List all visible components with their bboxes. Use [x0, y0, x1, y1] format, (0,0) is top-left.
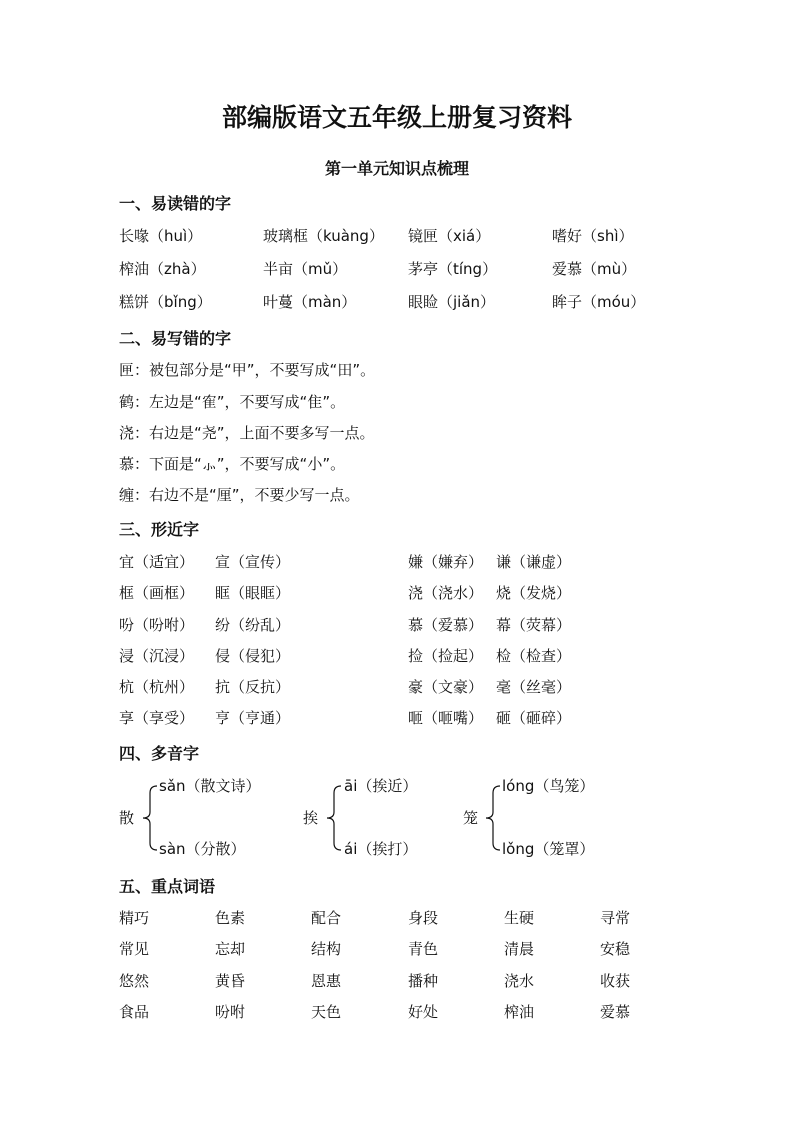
key-word: 天色 [311, 1003, 342, 1021]
note-line: 缠：右边不是“厘”，不要少写一点。 [119, 486, 360, 504]
similar-char: 宣（宣传） [215, 553, 291, 571]
similar-char: 享（享受） [119, 709, 195, 727]
page-subtitle: 第一单元知识点梳理 [324, 159, 469, 178]
similar-char: 吩（吩咐） [119, 616, 195, 634]
key-word: 播种 [408, 972, 439, 990]
key-word: 收获 [600, 972, 631, 990]
section-heading-5: 五、重点词语 [119, 877, 216, 896]
pronunciation-item: lǒng（笼罩） [502, 840, 595, 858]
brace-icon [326, 785, 342, 851]
word-item: 叶蔓（màn） [263, 293, 357, 311]
key-word: 身段 [408, 909, 439, 927]
pronunciation-item: sǎn（散文诗） [159, 777, 261, 795]
word-item: 爱慕（mù） [552, 260, 637, 278]
similar-char: 眶（眼眶） [215, 584, 291, 602]
key-word: 结构 [311, 940, 342, 958]
pronunciation-item: sàn（分散） [159, 840, 246, 858]
similar-char: 砸（砸碎） [496, 709, 572, 727]
word-item: 糕饼（bǐng） [119, 293, 212, 311]
note-line: 匣：被包部分是“甲”，不要写成“田”。 [119, 361, 376, 379]
polyphone-char: 散 [119, 809, 135, 827]
similar-char: 嫌（嫌弃） [408, 553, 484, 571]
key-word: 忘却 [215, 940, 246, 958]
key-word: 浇水 [504, 972, 535, 990]
note-line: 慕：下面是“⺗”，不要写成“小”。 [119, 455, 346, 473]
key-word: 精巧 [119, 909, 150, 927]
word-item: 眼睑（jiǎn） [408, 293, 496, 311]
key-word: 爱慕 [600, 1003, 631, 1021]
word-item: 榨油（zhà） [119, 260, 206, 278]
similar-char: 慕（爱慕） [408, 616, 484, 634]
key-word: 好处 [408, 1003, 439, 1021]
pronunciation-item: āi（挨近） [344, 777, 418, 795]
key-word: 配合 [311, 909, 342, 927]
note-line: 浇：右边是“尧”，上面不要多写一点。 [119, 424, 375, 442]
similar-char: 检（检查） [496, 647, 572, 665]
similar-char: 杭（杭州） [119, 678, 195, 696]
key-word: 色素 [215, 909, 246, 927]
word-item: 长喙（huì） [119, 227, 203, 245]
similar-char: 幕（荧幕） [496, 616, 572, 634]
similar-char: 框（画框） [119, 584, 195, 602]
word-item: 玻璃框（kuàng） [263, 227, 384, 245]
key-word: 青色 [408, 940, 439, 958]
polyphone-char: 挨 [303, 809, 319, 827]
similar-char: 浇（浇水） [408, 584, 484, 602]
brace-icon [142, 785, 158, 851]
similar-char: 抗（反抗） [215, 678, 291, 696]
similar-char: 捡（捡起） [408, 647, 484, 665]
brace-icon [485, 785, 501, 851]
key-word: 食品 [119, 1003, 150, 1021]
polyphone-char: 笼 [463, 809, 479, 827]
similar-char: 咂（咂嘴） [408, 709, 484, 727]
similar-char: 毫（丝毫） [496, 678, 572, 696]
key-word: 清晨 [504, 940, 535, 958]
word-item: 嗜好（shì） [552, 227, 634, 245]
key-word: 常见 [119, 940, 150, 958]
similar-char: 谦（谦虚） [496, 553, 572, 571]
pronunciation-item: ái（挨打） [344, 840, 418, 858]
similar-char: 纷（纷乱） [215, 616, 291, 634]
similar-char: 浸（沉浸） [119, 647, 195, 665]
page-title: 部编版语文五年级上册复习资料 [221, 103, 572, 132]
similar-char: 侵（侵犯） [215, 647, 291, 665]
key-word: 安稳 [600, 940, 631, 958]
section-heading-1: 一、易读错的字 [119, 194, 232, 213]
section-heading-4: 四、多音字 [119, 744, 200, 763]
key-word: 生硬 [504, 909, 535, 927]
key-word: 悠然 [119, 972, 150, 990]
section-heading-3: 三、形近字 [119, 520, 200, 539]
key-word: 吩咐 [215, 1003, 246, 1021]
similar-char: 烧（发烧） [496, 584, 572, 602]
word-item: 茅亭（tíng） [408, 260, 498, 278]
similar-char: 宜（适宜） [119, 553, 195, 571]
pronunciation-item: lóng（鸟笼） [502, 777, 595, 795]
key-word: 恩惠 [311, 972, 342, 990]
similar-char: 豪（文豪） [408, 678, 484, 696]
key-word: 黄昏 [215, 972, 246, 990]
similar-char: 亨（亨通） [215, 709, 291, 727]
word-item: 半亩（mǔ） [263, 260, 348, 278]
word-item: 镜匣（xiá） [408, 227, 491, 245]
note-line: 鹤：左边是“隺”，不要写成“隹”。 [119, 393, 346, 411]
section-heading-2: 二、易写错的字 [119, 329, 232, 348]
key-word: 寻常 [600, 909, 631, 927]
word-item: 眸子（móu） [552, 293, 646, 311]
key-word: 榨油 [504, 1003, 535, 1021]
